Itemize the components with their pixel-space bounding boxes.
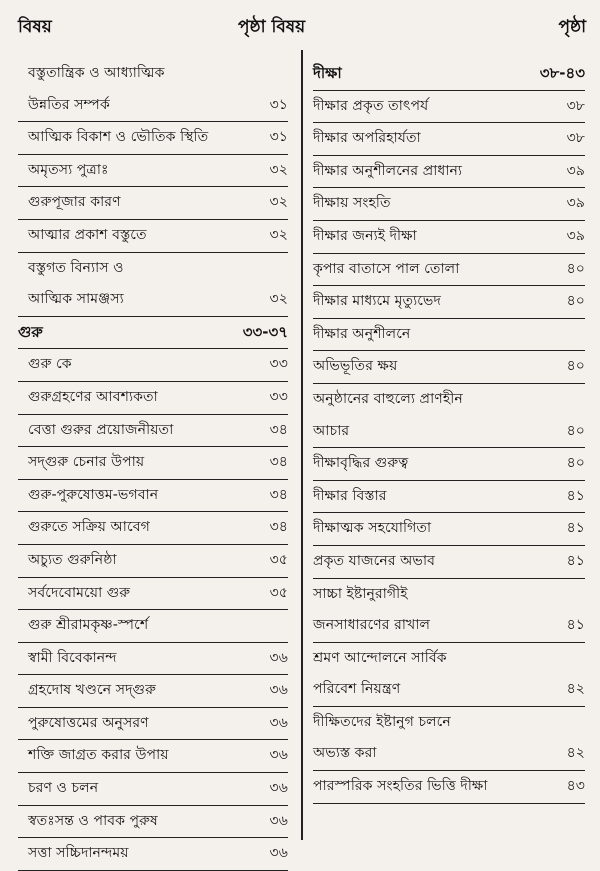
toc-entry — [18, 578, 288, 611]
toc-entry-page: ৩৯ — [566, 227, 585, 244]
toc-entry-page: ৩৪ — [269, 421, 288, 438]
toc-entry-page: ৪২ — [566, 745, 585, 762]
toc-entry-page: ৩৫ — [269, 551, 288, 568]
toc-entry — [313, 416, 585, 449]
toc-entry-page: ৩৬ — [269, 649, 288, 666]
toc-entry — [18, 58, 288, 90]
toc-section-heading — [18, 317, 288, 350]
toc-entry — [18, 773, 288, 806]
toc-entry-page: ৪১ — [566, 617, 585, 634]
header-page-label: পৃষ্ঠা — [558, 17, 586, 37]
toc-entry-title: দীক্ষাবৃদ্ধির গুরুত্ব — [313, 455, 409, 472]
toc-entry — [313, 771, 585, 804]
toc-entry-title: দীক্ষা — [313, 64, 342, 82]
toc-entry — [18, 220, 288, 253]
toc-entry-page: ৩৮-৪৩ — [539, 64, 585, 82]
toc-entry-page: ৪১ — [566, 520, 585, 537]
toc-entry-title: উন্নতির সম্পর্ক — [28, 96, 110, 113]
toc-entry-page: ৪৩ — [566, 778, 585, 795]
toc-entry-title: গ্রহদোষ খণ্ডনে সদ্‌গুরু — [28, 682, 156, 699]
toc-entry-title: জনসাধারণের রাখাল — [313, 617, 431, 634]
toc-entry — [313, 91, 585, 124]
toc-entry-page: ৩২ — [269, 226, 288, 243]
toc-entry-title: দীক্ষার জন্যই দীক্ষা — [313, 227, 417, 244]
toc-entry — [18, 512, 288, 545]
toc-entry-title: সদ্‌গুরু চেনার উপায় — [28, 454, 145, 471]
toc-entry — [18, 90, 288, 123]
toc-entry-page: ৩২ — [269, 161, 288, 178]
toc-entry-page: ৩৪ — [269, 486, 288, 503]
toc-entry-title: গুরু — [18, 322, 43, 341]
toc-entry — [18, 155, 288, 188]
toc-entry — [313, 579, 585, 611]
toc-entry — [313, 738, 585, 771]
toc-entry — [18, 122, 288, 155]
toc-entry — [18, 806, 288, 839]
toc-entry-page: ৩৮ — [566, 130, 585, 147]
toc-entry-title: গুরু শ্রীরামকৃষ্ণ-স্পর্শে — [28, 617, 149, 634]
toc-entry — [18, 610, 288, 643]
toc-entry-page: ৩৬ — [269, 747, 288, 764]
toc-entry — [18, 415, 288, 448]
toc-entry — [18, 382, 288, 415]
toc-entry-title: প্রকৃত যাজনের অভাব — [313, 552, 436, 569]
toc-entry-title: কৃপার বাতাসে পাল তোলা — [313, 260, 460, 277]
toc-entry — [18, 740, 288, 773]
toc-entry — [18, 447, 288, 480]
toc-entry — [313, 156, 585, 189]
toc-entry-page: ৩৫ — [269, 584, 288, 601]
toc-entry-title: পরিবেশ নিয়ন্ত্রণ — [313, 681, 401, 698]
toc-entry — [313, 123, 585, 156]
toc-entry — [313, 351, 585, 384]
toc-entry — [313, 674, 585, 707]
toc-entry-page: ৪০ — [566, 358, 585, 375]
toc-entry-page: ৩২ — [269, 291, 288, 308]
toc-entry-page: ৩৯ — [566, 195, 585, 212]
toc-entry — [18, 643, 288, 676]
toc-entry-title: পারস্পরিক সংহতির ভিত্তি দীক্ষা — [313, 778, 488, 795]
toc-entry — [313, 481, 585, 514]
toc-entry-title: স্বামী বিবেকানন্দ — [28, 649, 117, 666]
toc-entry — [18, 545, 288, 578]
toc-entry — [18, 838, 288, 871]
toc-entry-title: দীক্ষার অনুশীলনে — [313, 325, 411, 342]
toc-entry-page: ৩৩-৩৭ — [242, 322, 288, 341]
toc-entry-title: অমৃতস্য পুত্রাঃ — [28, 161, 109, 178]
toc-entry-page: ৩৩ — [269, 356, 288, 373]
toc-entry-title: অভ্যস্ত করা — [313, 745, 377, 762]
toc-entry — [313, 448, 585, 481]
toc-entry-title: বস্তুগত বিন্যাস ও — [28, 259, 124, 276]
toc-entry — [313, 610, 585, 643]
toc-entry-title: দীক্ষাত্মক সহযোগিতা — [313, 520, 432, 537]
toc-entry-page: ৪১ — [566, 487, 585, 504]
toc-entry-page: ৪২ — [566, 681, 585, 698]
toc-entry-page: ৩১ — [269, 129, 288, 146]
toc-entry — [18, 284, 288, 317]
toc-entry-page: ৩৪ — [269, 519, 288, 536]
toc-entry-title: আত্মিক সামঞ্জস্য — [28, 291, 124, 308]
header-page-subject-label: পৃষ্ঠা বিষয় — [238, 17, 306, 37]
toc-entry-page: ৩৯ — [566, 162, 585, 179]
header-subject-label: বিষয় — [18, 17, 52, 37]
toc-entry — [313, 546, 585, 579]
toc-entry — [313, 319, 585, 352]
toc-entry-title: গুরুপূজার কারণ — [28, 194, 121, 211]
toc-entry-title: দীক্ষার প্রকৃত তাৎপর্য — [313, 97, 429, 114]
toc-entry-title: গুরুগ্রহণের আবশ্যকতা — [28, 388, 158, 405]
toc-entry-page: ৩৬ — [269, 845, 288, 862]
toc-entry — [313, 286, 585, 319]
toc-entry — [18, 349, 288, 382]
toc-entry — [313, 643, 585, 675]
toc-entry-page: ৩৬ — [269, 780, 288, 797]
toc-entry-title: দীক্ষার অনুশীলনের প্রাধান্য — [313, 162, 463, 179]
toc-entry-title: আচার — [313, 422, 350, 439]
toc-entry-title: সত্তা সচ্চিদানন্দময় — [28, 845, 129, 862]
toc-entry-title: দীক্ষায় সংহতি — [313, 195, 391, 212]
toc-entry-page: ৪০ — [566, 293, 585, 310]
toc-entry-title: অনুষ্ঠানের বাহুল্যে প্রাণহীন — [313, 390, 463, 407]
toc-entry-title: গুরু কে — [28, 356, 72, 373]
toc-entry — [313, 188, 585, 221]
toc-entry-title: পুরুষোত্তমের অনুসরণ — [28, 714, 149, 731]
toc-entry — [313, 707, 585, 739]
toc-entry-page: ৪০ — [566, 455, 585, 472]
toc-entry-title: দীক্ষার অপরিহার্যতা — [313, 130, 421, 147]
toc-entry-title: গুরুতে সক্রিয় আবেগ — [28, 519, 150, 536]
toc-entry — [313, 254, 585, 287]
toc-entry-title: শক্তি জাগ্রত করার উপায় — [28, 747, 169, 764]
toc-entry-page: ৩২ — [269, 194, 288, 211]
toc-entry-title: বস্তুতান্ত্রিক ও আধ্যাত্মিক — [28, 65, 165, 81]
toc-entry-page: ৩৬ — [269, 812, 288, 829]
toc-entry-title: অচ্যুত গুরুনিষ্ঠা — [28, 551, 117, 568]
toc-entry — [18, 187, 288, 220]
toc-entry-page: ৩৬ — [269, 714, 288, 731]
toc-entry-title: চরণ ও চলন — [28, 780, 99, 797]
toc-entry-title: আত্মার প্রকাশ বস্তুতে — [28, 226, 147, 243]
toc-entry-title: সর্বদেবোময়ো গুরু — [28, 584, 131, 601]
toc-entry-page: ৩৮ — [566, 97, 585, 114]
column-divider — [301, 50, 303, 840]
toc-entry-title: দীক্ষার মাধ্যমে মৃত্যুভেদ — [313, 293, 441, 310]
toc-entry — [18, 253, 288, 285]
toc-entry-title: স্বতঃসন্ত ও পাবক পুরুষ — [28, 812, 158, 829]
toc-entry-title: দীক্ষিতদের ইষ্টানুগ চলনে — [313, 713, 451, 730]
left-toc-column — [18, 58, 288, 871]
toc-entry-page: ৪০ — [566, 422, 585, 439]
toc-entry-title: অভিভূতির ক্ষয় — [313, 358, 398, 375]
toc-entry — [313, 513, 585, 546]
toc-entry-page: ৪১ — [566, 552, 585, 569]
toc-entry — [313, 221, 585, 254]
toc-entry — [18, 675, 288, 708]
right-toc-column — [313, 58, 585, 804]
toc-entry-title: সাচ্চা ইষ্টানুরাগীই — [313, 585, 408, 602]
toc-entry — [18, 708, 288, 741]
toc-entry-page: ৩৪ — [269, 454, 288, 471]
toc-entry — [313, 384, 585, 416]
toc-entry-page: ৩৬ — [269, 682, 288, 699]
toc-entry-title: আত্মিক বিকাশ ও ভৌতিক স্থিতি — [28, 129, 209, 146]
toc-entry — [18, 480, 288, 513]
toc-entry-page: ৪০ — [566, 260, 585, 277]
toc-section-heading — [313, 58, 585, 91]
toc-entry-title: শ্রমণ আন্দোলনে সার্বিক — [313, 649, 447, 666]
toc-entry-page: ৩১ — [269, 96, 288, 113]
toc-entry-title: বেত্তা গুরুর প্রয়োজনীয়তা — [28, 421, 174, 438]
toc-entry-title: দীক্ষার বিস্তার — [313, 487, 387, 504]
toc-entry-page: ৩৩ — [269, 388, 288, 405]
toc-entry-title: গুরু-পুরুষোত্তম-ভগবান — [28, 486, 159, 503]
page-header — [0, 0, 600, 46]
